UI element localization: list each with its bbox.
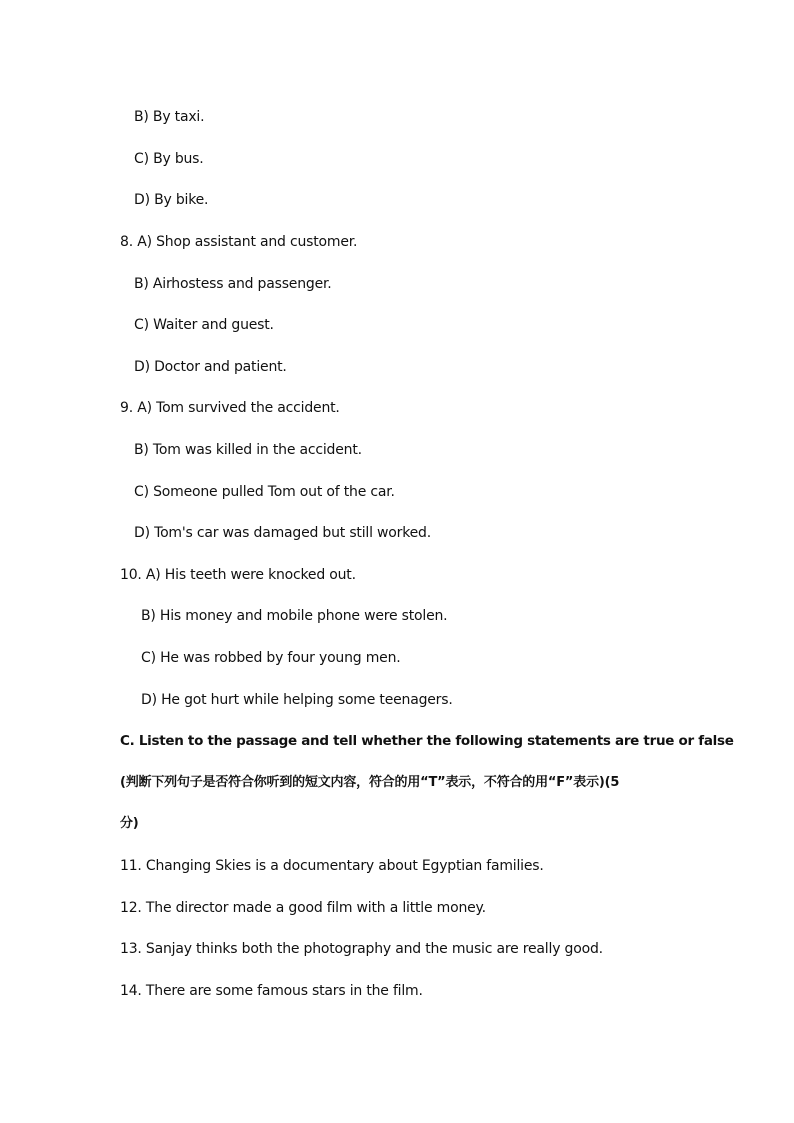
q8-option-a: 8. A) Shop assistant and customer. bbox=[120, 234, 358, 250]
q10-option-b: B) His money and mobile phone were stolen. bbox=[141, 608, 448, 624]
q10-option-c: C) He was robbed by four young men. bbox=[141, 650, 401, 666]
q9-option-d: D) Tom's car was damaged but still worked. bbox=[134, 525, 431, 541]
section-c-instruction-cont: 分) bbox=[120, 816, 139, 831]
q7-option-b: B) By taxi. bbox=[134, 109, 205, 125]
statement-14: 14. There are some famous stars in the film. bbox=[120, 983, 423, 999]
q8-option-c: C) Waiter and guest. bbox=[134, 317, 274, 333]
q10-option-a: 10. A) His teeth were knocked out. bbox=[120, 567, 356, 583]
q8-option-d: D) Doctor and patient. bbox=[134, 359, 287, 375]
q7-option-d: D) By bike. bbox=[134, 192, 209, 208]
statement-13: 13. Sanjay thinks both the photography and the music are really good. bbox=[120, 941, 603, 957]
statement-12: 12. The director made a good film with a little money. bbox=[120, 900, 486, 916]
q7-option-c: C) By bus. bbox=[134, 151, 204, 167]
statement-11: 11. Changing Skies is a documentary about Egyptian families. bbox=[120, 858, 544, 874]
q9-option-a: 9. A) Tom survived the accident. bbox=[120, 400, 340, 416]
section-c-heading: C. Listen to the passage and tell whether the following statements are true or false bbox=[120, 733, 734, 749]
q9-option-b: B) Tom was killed in the accident. bbox=[134, 442, 362, 458]
q8-option-b: B) Airhostess and passenger. bbox=[134, 276, 332, 292]
q10-option-d: D) He got hurt while helping some teenagers. bbox=[141, 692, 453, 708]
section-c-instruction: (判断下列句子是否符合你听到的短文内容，符合的用“T”表示，不符合的用“F”表示)(5 bbox=[120, 775, 620, 790]
q9-option-c: C) Someone pulled Tom out of the car. bbox=[134, 484, 395, 500]
